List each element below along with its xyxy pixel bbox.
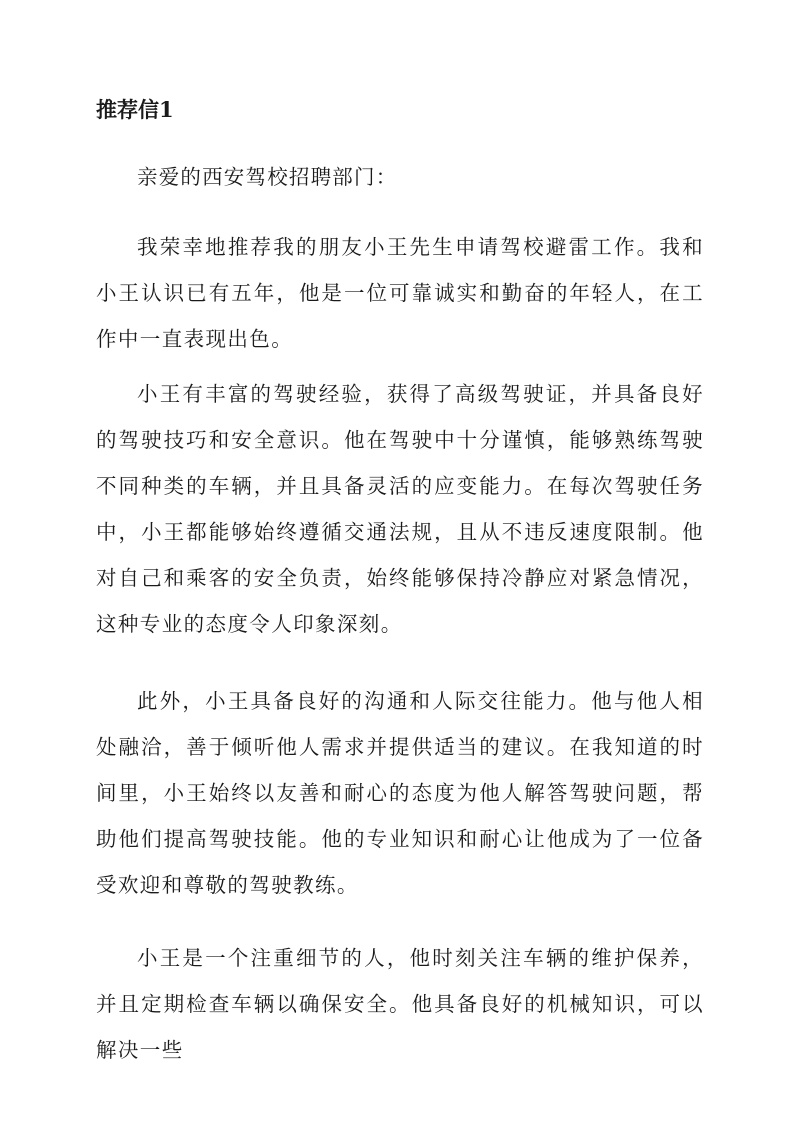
paragraph-4: 小王是一个注重细节的人，他时刻关注车辆的维护保养，并且定期检查车辆以确保安全。他具备良好的机械知识，可以解决一些 <box>96 946 704 1062</box>
paragraph-2: 小王有丰富的驾驶经验，获得了高级驾驶证，并具备良好的驾驶技巧和安全意识。他在驾驶中十分谨慎，能够熟练驾驶不同种类的车辆，并且具备灵活的应变能力。在每次驾驶任务中，小王都能够始终遵循交通法规，且从不违反速度限制。他对自己和乘客的安全负责，始终能够保持冷静应对紧急情况，这种专业的态度令人印象深刻。 <box>96 382 704 636</box>
document-title: 推荐信1 <box>96 97 174 122</box>
paragraph-3: 此外，小王具备良好的沟通和人际交往能力。他与他人相处融洽，善于倾听他人需求并提供适当的建议。在我知道的时间里，小王始终以友善和耐心的态度为他人解答驾驶问题，帮助他们提高驾驶技能。他的专业知识和耐心让他成为了一位备受欢迎和尊敬的驾驶教练。 <box>96 689 704 897</box>
paragraph-1: 我荣幸地推荐我的朋友小王先生申请驾校避雷工作。我和小王认识已有五年，他是一位可靠诚实和勤奋的年轻人，在工作中一直表现出色。 <box>96 235 704 351</box>
salutation: 亲爱的西安驾校招聘部门： <box>137 165 398 189</box>
